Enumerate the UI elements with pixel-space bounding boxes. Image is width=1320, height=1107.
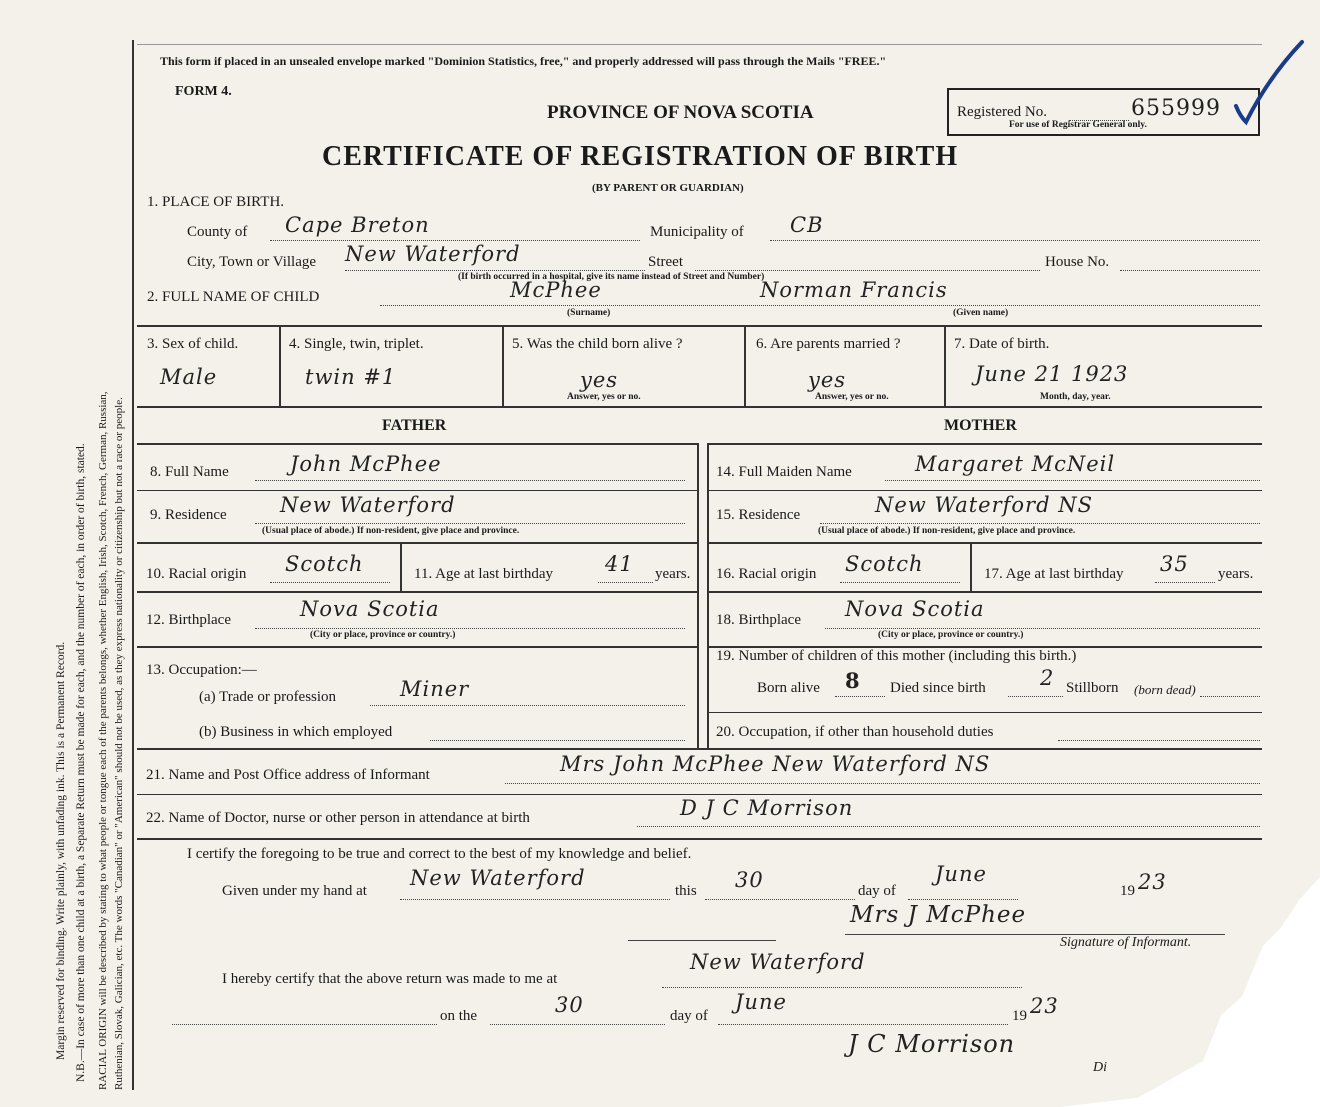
page-title: CERTIFICATE OF REGISTRATION OF BIRTH (322, 141, 959, 172)
mother-age-label: 17. Age at last birthday (984, 566, 1124, 582)
this-label: this (675, 883, 697, 899)
plurality-value: twin #1 (305, 365, 397, 389)
certification-statement: I certify the foregoing to be true and correct to the best of my knowledge and belief. (187, 846, 692, 862)
municipality-label: Municipality of (650, 224, 744, 240)
alive-caption: Answer, yes or no. (567, 392, 641, 402)
mother-residence-label: 15. Residence (716, 507, 801, 523)
born-alive-label: Born alive (757, 680, 820, 696)
registrar-month-value: June (735, 990, 787, 1014)
doctor-value: D J C Morrison (680, 796, 854, 820)
died-value: 2 (1040, 666, 1055, 690)
children-count-label: 19. Number of children of this mother (including this birth.) (716, 648, 1077, 664)
married-value: yes (808, 368, 847, 392)
registrar-place-value: New Waterford (690, 950, 866, 974)
cert-month-value: June (935, 862, 987, 886)
registrar-statement: I hereby certify that the above return was made to me at (222, 971, 558, 987)
born-alive-value: 8 (845, 668, 861, 693)
province-title: PROVINCE OF NOVA SCOTIA (547, 102, 814, 123)
mother-heading: MOTHER (944, 417, 1017, 434)
margin-note-3: RACIAL ORIGIN will be described by stating to what people or tongue each of the parents belongs, whether English, Irish, Scotch, French, German, Russian, (97, 391, 109, 1090)
father-racial-value: Scotch (285, 552, 364, 576)
father-age-label: 11. Age at last birthday (414, 566, 553, 582)
father-residence-caption: (Usual place of abode.) If non-resident, give place and province. (262, 526, 520, 536)
registrar-day-value: 30 (555, 993, 584, 1017)
father-birthplace-label: 12. Birthplace (146, 612, 231, 628)
dob-value: June 21 1923 (975, 362, 1129, 386)
stillborn-label: Stillborn (1066, 680, 1119, 696)
mother-birthplace-label: 18. Birthplace (716, 612, 801, 628)
county-label: County of (187, 224, 248, 240)
registrar-year-prefix: 19 (1012, 1008, 1027, 1024)
binding-margin-line (132, 40, 134, 1090)
father-birthplace-value: Nova Scotia (300, 597, 440, 621)
on-the-label: on the (440, 1008, 478, 1024)
father-occupation-label: 13. Occupation:— (146, 662, 257, 678)
died-label: Died since birth (890, 680, 986, 696)
margin-note-4: Ruthenian, Slovak, Galician, etc. The words "Canadian" or "American" should not be used, as they express nationality or citizenship but not a race or people. (113, 397, 125, 1090)
mother-occupation-label: 20. Occupation, if other than household duties (716, 724, 994, 740)
sex-value: Male (160, 365, 218, 389)
informant-value: Mrs John McPhee New Waterford NS (560, 752, 991, 776)
father-heading: FATHER (382, 417, 447, 434)
municipality-value: CB (790, 213, 824, 237)
margin-note-1: Margin reserved for binding. Write plainly, with unfading ink. This is a Permanent Record. (55, 641, 67, 1060)
married-caption: Answer, yes or no. (815, 392, 889, 402)
plurality-label: 4. Single, twin, triplet. (289, 336, 424, 352)
cert-day-value: 30 (735, 868, 764, 892)
mother-name-label: 14. Full Maiden Name (716, 464, 852, 480)
registrar-year-value: 23 (1030, 994, 1059, 1018)
cert-year-value: 23 (1138, 870, 1167, 894)
child-surname-value: McPhee (510, 278, 602, 302)
father-name-label: 8. Full Name (150, 464, 229, 480)
mother-birthplace-value: Nova Scotia (845, 597, 985, 621)
trade-value: Miner (400, 677, 470, 701)
mother-residence-caption: (Usual place of abode.) If non-resident, give place and province. (818, 526, 1076, 536)
given-caption: (Given name) (953, 308, 1009, 318)
registered-label: Registered No. (957, 104, 1047, 120)
alive-label: 5. Was the child born alive ? (512, 336, 683, 352)
registrar-day-of-label: day of (670, 1008, 708, 1024)
given-place-value: New Waterford (410, 866, 586, 890)
registrar-caption-fragment: Di (1093, 1060, 1107, 1075)
place-of-birth-heading: 1. PLACE OF BIRTH. (147, 194, 285, 210)
dob-label: 7. Date of birth. (954, 336, 1050, 352)
mother-residence-value: New Waterford NS (875, 493, 1093, 517)
child-given-value: Norman Francis (760, 278, 948, 302)
postal-note: This form if placed in an unsealed envelope marked "Dominion Statistics, free," and properly addressed will pass through the Mails "FREE." (160, 54, 887, 68)
given-label: Given under my hand at (222, 883, 367, 899)
doctor-label: 22. Name of Doctor, nurse or other person in attendance at birth (146, 810, 530, 826)
city-value: New Waterford (345, 242, 521, 266)
house-label: House No. (1045, 254, 1110, 270)
alive-value: yes (580, 368, 619, 392)
cert-year-prefix: 19 (1120, 883, 1135, 899)
sex-label: 3. Sex of child. (147, 336, 239, 352)
trade-label: (a) Trade or profession (199, 689, 337, 705)
mother-racial-label: 16. Racial origin (716, 566, 817, 582)
father-years: years. (655, 566, 691, 582)
child-name-label: 2. FULL NAME OF CHILD (147, 289, 320, 305)
registrar-signature: J C Morrison (848, 1030, 1016, 1058)
registrar-note: For use of Registrar General only. (1009, 120, 1147, 130)
mother-racial-value: Scotch (845, 552, 924, 576)
stillborn-note: (born dead) (1134, 682, 1196, 697)
father-birthplace-caption: (City or place, province or country.) (310, 630, 456, 640)
street-label: Street (648, 254, 683, 270)
father-racial-label: 10. Racial origin (146, 566, 247, 582)
business-label: (b) Business in which employed (199, 724, 393, 740)
father-residence-label: 9. Residence (150, 507, 227, 523)
city-label: City, Town or Village (187, 254, 317, 270)
father-age-value: 41 (605, 552, 634, 576)
surname-caption: (Surname) (567, 308, 611, 318)
registered-value: 655999 (1131, 96, 1221, 121)
dob-caption: Month, day, year. (1040, 392, 1111, 402)
subtitle: (BY PARENT OR GUARDIAN) (592, 182, 744, 194)
informant-label: 21. Name and Post Office address of Informant (146, 767, 430, 783)
father-name-value: John McPhee (290, 452, 442, 476)
mother-age-value: 35 (1160, 552, 1189, 576)
signature-caption: Signature of Informant. (1060, 935, 1192, 950)
registered-number-box (947, 88, 1260, 136)
mother-name-value: Margaret McNeil (915, 452, 1116, 476)
form-number: FORM 4. (175, 84, 232, 99)
informant-signature: Mrs J McPhee (850, 902, 1027, 928)
mother-birthplace-caption: (City or place, province or country.) (878, 630, 1024, 640)
father-residence-value: New Waterford (280, 493, 456, 517)
mother-years: years. (1218, 566, 1254, 582)
check-mark-icon (1228, 38, 1308, 128)
hospital-note: (If birth occurred in a hospital, give its name instead of Street and Number) (458, 272, 765, 282)
married-label: 6. Are parents married ? (756, 336, 901, 352)
margin-note-2: N.B.—In case of more than one child at a birth, a Separate Return must be made for each, and the number of each, in order of birth, stated. (75, 443, 87, 1082)
cert-day-of-label: day of (858, 883, 896, 899)
county-value: Cape Breton (285, 213, 430, 237)
